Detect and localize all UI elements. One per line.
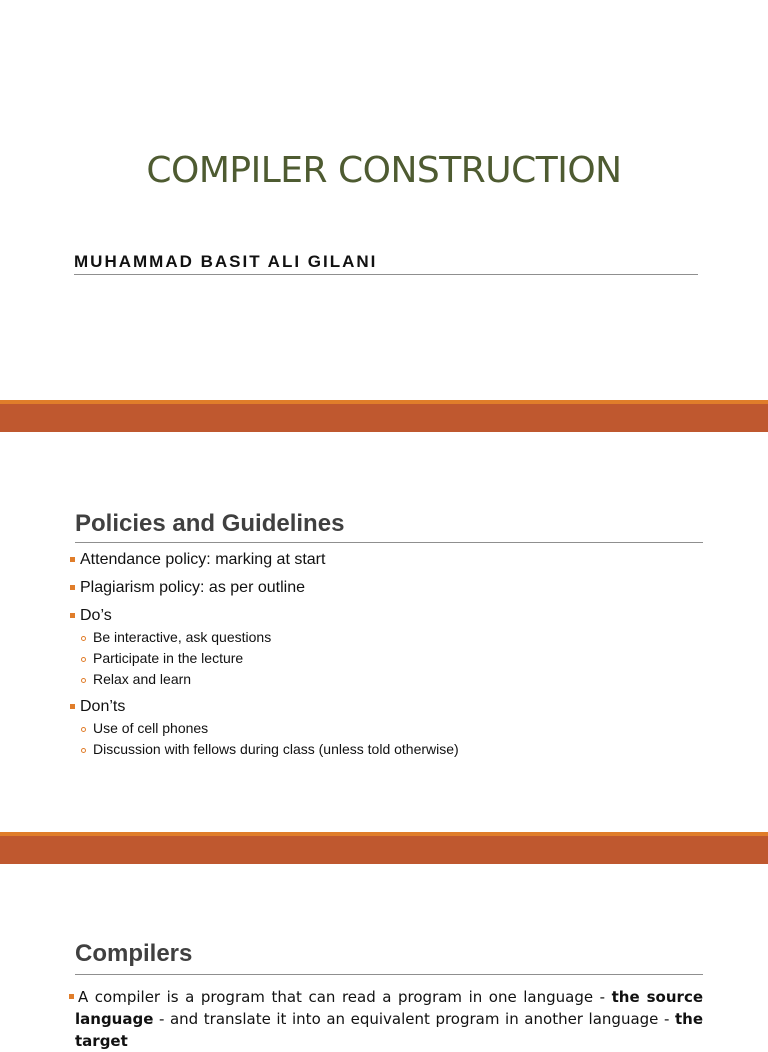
dos-sublist [80, 628, 710, 689]
circle-bullet-icon [81, 636, 86, 641]
para-bold-1: the source language [75, 988, 704, 1028]
bullet-text: Don’ts [80, 698, 126, 715]
author-underline [74, 274, 698, 275]
donts-sublist [80, 719, 710, 759]
list-item [80, 719, 710, 738]
circle-bullet-icon [81, 727, 86, 732]
sub-bullet-text: Participate in the lecture [93, 650, 244, 666]
para-text-2: - and translate it into an equivalent program in another language - [153, 1010, 675, 1028]
circle-bullet-icon [81, 748, 86, 753]
square-bullet-icon [70, 585, 75, 590]
sub-bullet-text: Relax and learn [93, 671, 192, 687]
list-item [80, 649, 710, 668]
list-item [70, 697, 710, 759]
square-bullet-icon [70, 557, 75, 562]
para-text-1: A compiler is a program that can read a program in one language - [78, 988, 612, 1006]
list-item [80, 740, 710, 759]
policy-list [70, 550, 710, 767]
bullet-text: Plagiarism policy: as per outline [80, 579, 305, 596]
sub-bullet-text: Discussion with fellows during class (unless told otherwise) [93, 741, 459, 757]
para-bold-2: the target [75, 1010, 703, 1050]
list-item [80, 670, 710, 689]
square-bullet-icon [69, 994, 74, 999]
slide-divider [0, 400, 768, 432]
heading-underline [75, 542, 703, 543]
slide-heading: Policies and Guidelines [75, 510, 345, 537]
presentation-title: COMPILER CONSTRUCTION [146, 150, 622, 191]
sub-bullet-text: Be interactive, ask questions [93, 629, 272, 645]
list-item [70, 606, 710, 689]
bullet-text: Do’s [80, 607, 112, 624]
list-item [70, 578, 710, 598]
slide-heading: Compilers [75, 940, 193, 967]
title-slide [0, 0, 768, 400]
compilers-slide [0, 864, 768, 1050]
circle-bullet-icon [81, 678, 86, 683]
list-item [80, 628, 710, 647]
slide-divider [0, 832, 768, 864]
compiler-definition [75, 986, 703, 1052]
sub-bullet-text: Use of cell phones [93, 720, 209, 736]
policies-slide [0, 432, 768, 832]
heading-underline [75, 974, 703, 975]
author-name: MUHAMMAD BASIT ALI GILANI [74, 252, 378, 271]
list-item [70, 550, 710, 570]
circle-bullet-icon [81, 657, 86, 662]
square-bullet-icon [70, 613, 75, 618]
square-bullet-icon [70, 704, 75, 709]
bullet-text: Attendance policy: marking at start [80, 551, 326, 568]
